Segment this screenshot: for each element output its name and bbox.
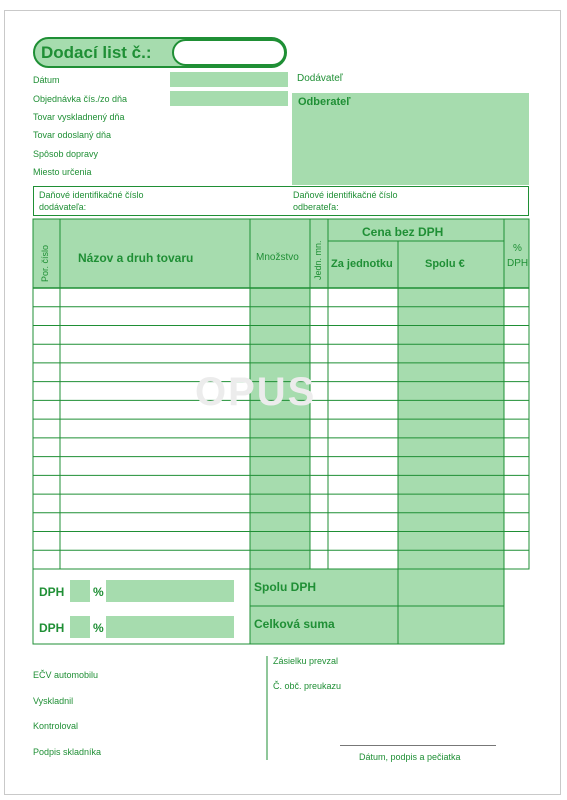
col-quantity: Množstvo [256,252,299,263]
checked-by-label: Kontroloval [33,721,79,731]
col-vat-percent-label: DPH [507,258,529,269]
form-title: Dodací list č.: [41,43,152,62]
col-vat-percent-symbol: % [513,243,522,254]
dispatched-by-label: Vyskladnil [33,696,74,706]
vat-percent-2: % [93,621,104,635]
received-by-label: Zásielku prevzal [273,656,339,666]
watermark-logo: OPUS [195,370,317,414]
destination-label: Miesto určenia [33,167,92,177]
customer-label: Odberateľ [298,96,351,108]
vat-label-1: DPH [39,585,65,599]
vat-percent-1: % [93,585,104,599]
customer-tax-id-label-2: odberateľa: [293,202,339,212]
grand-total-label: Celková suma [254,617,335,631]
supplier-tax-id-label-1: Daňové identifikačné číslo [39,190,144,200]
id-card-label: Č. obč. preukazu [273,681,342,691]
supplier-label: Dodávateľ [297,73,343,84]
vehicle-plate-label: EČV automobilu [33,670,99,680]
date-label: Dátum [33,75,60,85]
dispatched-label: Tovar vyskladnený dňa [33,112,125,122]
col-total: Spolu € [425,258,465,270]
transport-label: Spôsob dopravy [33,149,99,159]
supplier-tax-id-label-2: dodávateľa: [39,202,87,212]
customer-tax-id-label-1: Daňové identifikačné číslo [293,190,398,200]
col-unit-price: Za jednotku [331,258,393,270]
col-unit: Jedn. mn. [313,240,323,280]
signature-line [340,745,496,746]
col-row-number: Por. číslo [40,244,50,282]
col-item-name: Názov a druh tovaru [78,251,194,265]
vat-label-2: DPH [39,621,65,635]
col-price-group: Cena bez DPH [362,225,444,239]
storekeeper-signature-label: Podpis skladníka [33,747,102,757]
total-vat-label: Spolu DPH [254,580,316,594]
order-label: Objednávka čís./zo dňa [33,94,128,104]
signature-caption: Dátum, podpis a pečiatka [359,752,461,762]
shipped-label: Tovar odoslaný dňa [33,130,112,140]
